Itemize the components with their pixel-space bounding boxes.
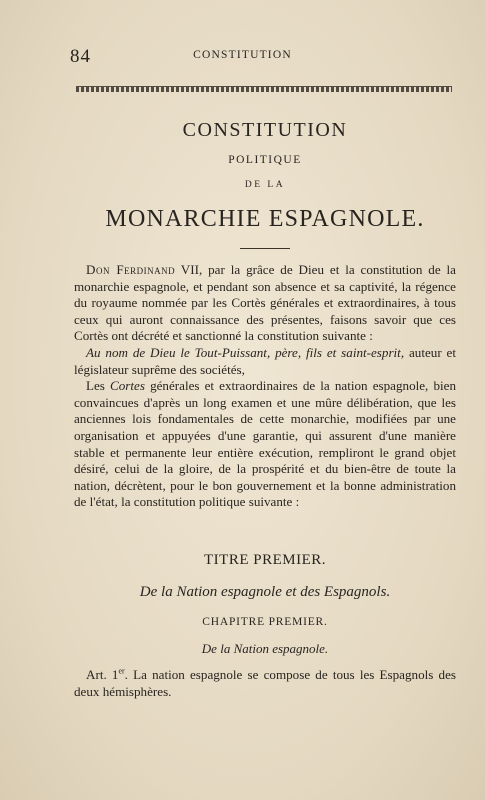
body-text [74, 262, 456, 511]
title-divider [240, 248, 290, 249]
section-headings [74, 550, 456, 658]
paragraph-1-text: VII, par la grâce de Dieu et la constitution de la monarchie espagnole, et pendant son absence et sa captivité, la régence du royaume nommée par les Cortès générales et extraordinaires, à tous ceux qui auront connaissance des présentes, faisons savoir que ces Cortès ont décrété et sanctionné la constitution suivante : [74, 262, 456, 344]
title-line-2: POLITIQUE [228, 154, 302, 166]
chapitre-heading: CHAPITRE PREMIER. [202, 616, 328, 628]
cortes-word: Cortes [110, 378, 145, 394]
ornamental-rule [76, 86, 452, 92]
title-line-1: CONSTITUTION [182, 119, 348, 141]
paragraph-2-text: auteur et législateur suprême des sociétés, [74, 344, 456, 377]
paragraph-3-text: générales et extraordinaires de la nation espagnole, bien convaincues d'après un long examen et une mûre délibération, que les anciennes lois fondamentales de cette monarchie, modifiées par une organisation et appuyées d'une garantie, qui assurent d'une manière stable et permanente leur entière exécution, rempliront le grand objet désiré, celui de la gloire, de la prospérité et du bien-être de toute la nation, décrètent, pour le bon gouvernement et la bonne administration de l'état, la constitution politique suivante : [74, 378, 456, 510]
invocation: Au nom de Dieu le Tout-Puissant, père, fils et saint-esprit, [86, 344, 405, 360]
titre-heading: TITRE PREMIER. [204, 552, 326, 568]
running-head: CONSTITUTION [193, 49, 292, 61]
article-1-text [74, 667, 456, 700]
chapitre-subheading: De la Nation espagnole. [201, 641, 329, 656]
article-ordinal: er [118, 666, 125, 676]
paragraph-3 [74, 378, 456, 511]
paragraph-3-start: Les [86, 378, 111, 394]
article-label: Art. 1 [86, 667, 119, 682]
paragraph-1 [74, 262, 456, 345]
page-number: 84 [70, 46, 91, 67]
titre-subheading: De la Nation espagnole et des Espagnols. [139, 584, 391, 600]
title-line-3: DE LA [244, 180, 286, 190]
king-name: Don Ferdinand [86, 262, 176, 277]
paragraph-2 [74, 345, 456, 378]
title-block [74, 118, 456, 249]
title-line-4: MONARCHIE ESPAGNOLE. [105, 206, 425, 232]
article-1 [74, 667, 456, 700]
article-body: . La nation espagnole se compose de tous les Espagnols des deux hémisphères. [74, 667, 456, 699]
